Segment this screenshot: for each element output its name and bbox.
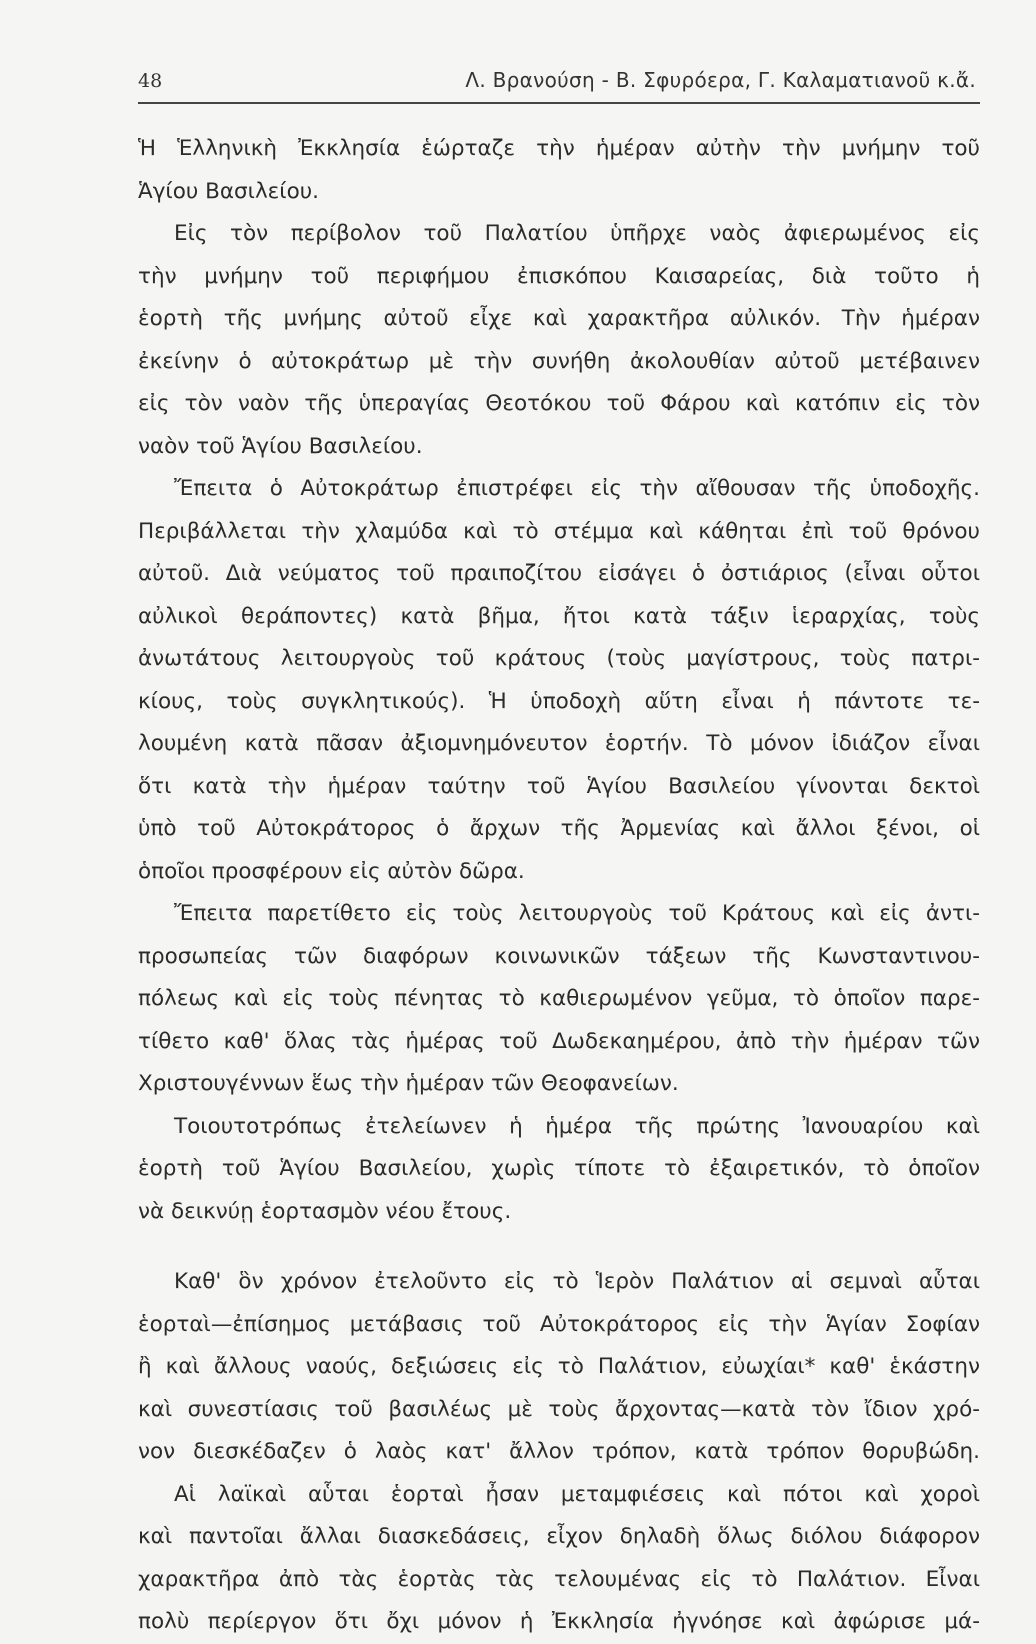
text-line: Καθ' ὃν χρόνον ἐτελοῦντο εἰς τὸ Ἱερὸν Παλάτιον αἱ σεμναὶ αὗται xyxy=(174,1269,980,1294)
text-line: ἐκείνην ὁ αὐτοκράτωρ μὲ τὴν συνήθη ἀκολουθίαν αὐτοῦ μετέβαινεν xyxy=(138,348,980,374)
text-line: ἑορτὴ τῆς μνήμης αὐτοῦ εἶχε καὶ χαρακτῆρα αὐλικόν. Τὴν ἡμέραν xyxy=(138,306,980,331)
section-gap xyxy=(138,1233,980,1261)
page-header xyxy=(138,68,980,104)
paragraph xyxy=(138,468,980,893)
running-head: Λ. Βρανούση - Β. Σφυρόερα, Γ. Καλαματιανοῦ κ.ἄ. xyxy=(465,68,976,92)
text-line: τὴν μνήμην τοῦ περιφήμου ἐπισκόπου Καισαρείας, διὰ τοῦτο ἡ xyxy=(138,263,980,289)
text-line: τίθετο καθ' ὅλας τὰς ἡμέρας τοῦ Δωδεκαημέρου, ἀπὸ τὴν ἡμέραν τῶν xyxy=(138,1028,980,1054)
text-line: καὶ παντοῖαι ἄλλαι διασκεδάσεις, εἶχον δηλαδὴ ὅλως διόλου διάφορον xyxy=(138,1524,980,1549)
text-line: Ἁγίου Βασιλείου. xyxy=(138,178,320,204)
text-line: ὁποῖοι προσφέρουν εἰς αὐτὸν δῶρα. xyxy=(138,858,525,884)
paragraph xyxy=(138,1261,980,1644)
text-line: Εἰς τὸν περίβολον τοῦ Παλατίου ὑπῆρχε ναὸς ἀφιερωμένος εἰς xyxy=(174,221,980,246)
text-line: ναὸν τοῦ Ἁγίου Βασιλείου. xyxy=(138,433,423,459)
text-line: Ἔπειτα ὁ Αὐτοκράτωρ ἐπιστρέφει εἰς τὴν αἴθουσαν τῆς ὑποδοχῆς. xyxy=(174,476,980,501)
text-line: πολὺ περίεργον ὅτι ὄχι μόνον ἡ Ἐκκλησία ἠγνόησε καὶ ἀφώρισε μά- xyxy=(138,1609,980,1634)
text-line: νὰ δεικνύῃ ἑορτασμὸν νέου ἔτους. xyxy=(138,1198,512,1224)
text-line: Ἔπειτα παρετίθετο εἰς τοὺς λειτουργοὺς τοῦ Κράτους καὶ εἰς ἀντι- xyxy=(174,901,980,926)
page-number: 48 xyxy=(138,70,163,92)
paragraph xyxy=(138,893,980,1106)
text-line: ἀνωτάτους λειτουργοὺς τοῦ κράτους (τοὺς μαγίστρους, τοὺς πατρι- xyxy=(138,646,980,671)
body-text xyxy=(138,128,980,1644)
text-line: λουμένη κατὰ πᾶσαν ἀξιομνημόνευτον ἑορτήν. Τὸ μόνον ἰδιάζον εἶναι xyxy=(138,731,980,756)
text-line: νον διεσκέδαζεν ὁ λαὸς κατ' ἄλλον τρόπον, κατὰ τρόπον θορυβώδη. xyxy=(138,1439,980,1464)
text-line: αὐλικοὶ θεράποντες) κατὰ βῆμα, ἤτοι κατὰ τάξιν ἱεραρχίας, τοὺς xyxy=(138,603,980,629)
paragraph xyxy=(138,1106,980,1234)
text-line: καὶ συνεστίασις τοῦ βασιλέως μὲ τοὺς ἄρχοντας—κατὰ τὸν ἴδιον χρό- xyxy=(138,1396,980,1422)
text-line: ἑορτὴ τοῦ Ἁγίου Βασιλείου, χωρὶς τίποτε τὸ ἐξαιρετικόν, τὸ ὁποῖον xyxy=(138,1156,980,1181)
text-line: Περιβάλλεται τὴν χλαμύδα καὶ τὸ στέμμα καὶ κάθηται ἐπὶ τοῦ θρόνου xyxy=(138,518,980,544)
text-line: Τοιουτοτρόπως ἐτελείωνεν ἡ ἡμέρα τῆς πρώτης Ἰανουαρίου καὶ xyxy=(174,1113,980,1139)
text-line: Χριστουγέννων ἕως τὴν ἡμέραν τῶν Θεοφανείων. xyxy=(138,1071,679,1096)
text-line: Ἡ Ἑλληνικὴ Ἐκκλησία ἑώρταζε τὴν ἡμέραν αὐτὴν τὴν μνήμην τοῦ xyxy=(138,136,980,161)
paragraph xyxy=(138,128,980,213)
paragraph xyxy=(138,213,980,468)
text-line: ὑπὸ τοῦ Αὐτοκράτορος ὁ ἄρχων τῆς Ἀρμενίας καὶ ἄλλοι ξένοι, οἱ xyxy=(138,816,980,841)
text-line: αὐτοῦ. Διὰ νεύματος τοῦ πραιποζίτου εἰσάγει ὁ ὀστιάριος (εἶναι οὗτοι xyxy=(138,561,980,586)
text-line: εἰς τὸν ναὸν τῆς ὑπεραγίας Θεοτόκου τοῦ Φάρου καὶ κατόπιν εἰς τὸν xyxy=(138,391,980,416)
text-line: ἑορταὶ—ἐπίσημος μετάβασις τοῦ Αὐτοκράτορος εἰς τὴν Ἁγίαν Σοφίαν xyxy=(138,1311,980,1337)
text-line: ὅτι κατὰ τὴν ἡμέραν ταύτην τοῦ Ἁγίου Βασιλείου γίνονται δεκτοὶ xyxy=(138,773,980,799)
text-line: προσωπείας τῶν διαφόρων κοινωνικῶν τάξεων τῆς Κωνσταντινου- xyxy=(138,943,980,969)
text-line: κίους, τοὺς συγκλητικούς). Ἡ ὑποδοχὴ αὕτη εἶναι ἡ πάντοτε τε- xyxy=(138,688,980,714)
text-line: πόλεως καὶ εἰς τοὺς πένητας τὸ καθιερωμένον γεῦμα, τὸ ὁποῖον παρε- xyxy=(138,986,980,1011)
text-line: χαρακτῆρα ἀπὸ τὰς ἑορτὰς τὰς τελουμένας εἰς τὸ Παλάτιον. Εἶναι xyxy=(138,1566,980,1592)
text-line: ἢ καὶ ἄλλους ναούς, δεξιώσεις εἰς τὸ Παλάτιον, εὐωχίαι* καθ' ἑκάστην xyxy=(138,1354,980,1379)
text-line: Αἱ λαϊκαὶ αὗται ἑορταὶ ἦσαν μεταμφιέσεις καὶ πότοι καὶ χοροὶ xyxy=(174,1481,980,1507)
